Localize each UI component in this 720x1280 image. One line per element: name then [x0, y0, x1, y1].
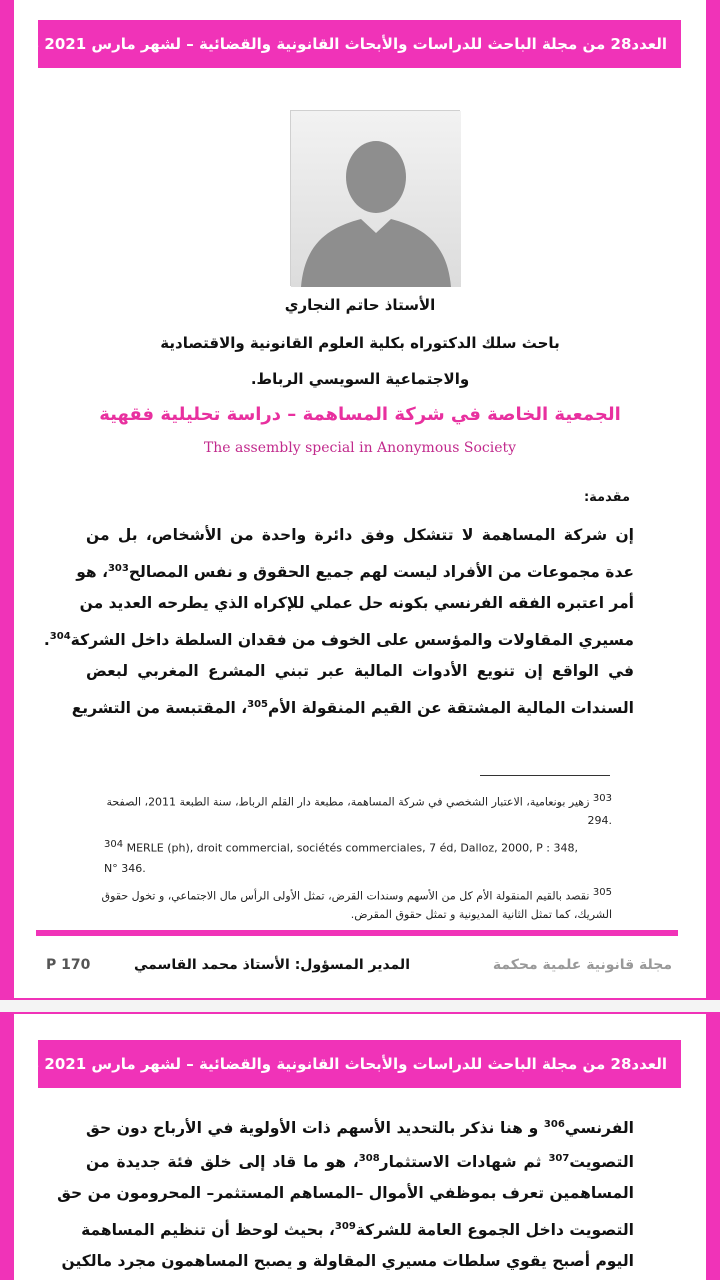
page-gap	[0, 1000, 720, 1012]
footnote-ref-304[interactable]: 304	[49, 631, 71, 642]
article-title-arabic: الجمعية الخاصة في شركة المساهمة – دراسة تحليلية فقهية	[99, 404, 621, 425]
paragraph-line: عدة مجموعات من الأفراد ليست لهم جميع الحقوق و نفس المصالح$^{303}$، هو	[76, 563, 634, 582]
paragraph-line: السندات المالية المشتقة عن القيم المنقولة الأم$^{305}$، المقتبسة من التشريع	[71, 699, 634, 718]
footnote-ref-307[interactable]: 307	[548, 1153, 570, 1164]
footnote-ref-306[interactable]: 306	[543, 1119, 565, 1130]
footnote-305: $^{305}$ نقصد بالقيم المنقولة الأم كل من الأسهم وسندات القرض، تمثل الأولى الرأس مال الاجتماعي، و تخول حقوق	[101, 887, 612, 903]
footnote-ref-305[interactable]: 305	[247, 699, 268, 710]
paragraph-line: إن شركة المساهمة لا تتشكل وفق دائرة واحدة من الأشخاص، بل من	[86, 526, 634, 544]
article-title-english: The assembly special in Anonymous Society	[203, 440, 517, 456]
footnote-305-cont: الشريك، كما تمثل الثانية المديونية و تمثل حقوق المقرض.	[350, 908, 612, 921]
footnote-303: $^{303}$ زهير بونعامية، الاعتبار الشخصي في شركة المساهمة، مطبعة دار القلم الرباط، سنة الطبعة 2011، الصفحة	[106, 793, 612, 809]
paragraph-line: أمر اعتبره الفقه الفرنسي بكونه حل عملي للإكراه الذي يطرحه العديد من	[79, 594, 634, 612]
page-number: P 170	[46, 957, 91, 973]
page-1-header: العدد28 من مجلة الباحث للدراسات والأبحاث القانونية والقضائية – لشهر مارس 2021 م	[38, 20, 681, 68]
author-affiliation-line-1: باحث سلك الدكتوراه بكلية العلوم القانونية والاقتصادية	[160, 334, 560, 352]
person-silhouette-icon	[291, 111, 461, 287]
footnote-ref-309[interactable]: 309	[334, 1221, 356, 1232]
paragraph-line: المساهمين تعرف بموظفي الأموال –المساهم المستثمر– المحرومون من حق	[57, 1184, 634, 1202]
paragraph-line: في الواقع إن تنويع الأدوات المالية عبر تبني المشرع المغربي لبعض	[86, 662, 634, 680]
footnote-ref-303[interactable]: 303	[107, 563, 129, 574]
paragraph-line: اليوم أصبح يقوي سلطات مسيري المقاولة و يصبح المساهمون مجرد مالكين	[61, 1252, 634, 1270]
footnote-separator	[480, 775, 610, 776]
author-name: الأستاذ حاتم النجاري	[284, 296, 436, 314]
paragraph-line: التصويت داخل الجموع العامة للشركة$^{309}$، بحيث لوحظ أن تنظيم المساهمة	[81, 1221, 634, 1240]
footnote-ref-308[interactable]: 308	[358, 1153, 380, 1164]
footer-journal-label: مجلة قانونية علمية محكمة	[492, 957, 672, 973]
footnote-303-cont: .294	[587, 814, 612, 827]
footer-rule	[36, 930, 678, 936]
author-affiliation-line-2: والاجتماعية السويسي الرباط.	[250, 370, 470, 388]
paragraph-line: مسيري المقاولات والمؤسس على الخوف من فقدان السلطة داخل الشركة$^{304}$.	[43, 631, 634, 650]
paragraph-line: التصويت$^{307}$ ثم شهادات الاستثمار$^{308}$، هو ما قاد إلى خلق فئة جديدة من	[86, 1153, 634, 1172]
footnote-304: $^{304}$ MERLE (ph), droit commercial, sociétés commerciales, 7 éd, Dalloz, 2000, P : 348,	[104, 839, 578, 855]
paragraph-line: الفرنسي$^{306}$ و هنا نذكر بالتحديد الأسهم ذات الأولوية في الأرباح دون حق	[86, 1119, 634, 1138]
footer-director: المدير المسؤول: الأستاذ محمد القاسمي	[134, 957, 410, 973]
section-heading-intro: مقدمة:	[583, 490, 630, 505]
page-2-header: العدد28 من مجلة الباحث للدراسات والأبحاث القانونية والقضائية – لشهر مارس 2021 م	[38, 1040, 681, 1088]
footnote-304-cont: N° 346.	[104, 862, 146, 875]
author-avatar	[290, 110, 460, 286]
